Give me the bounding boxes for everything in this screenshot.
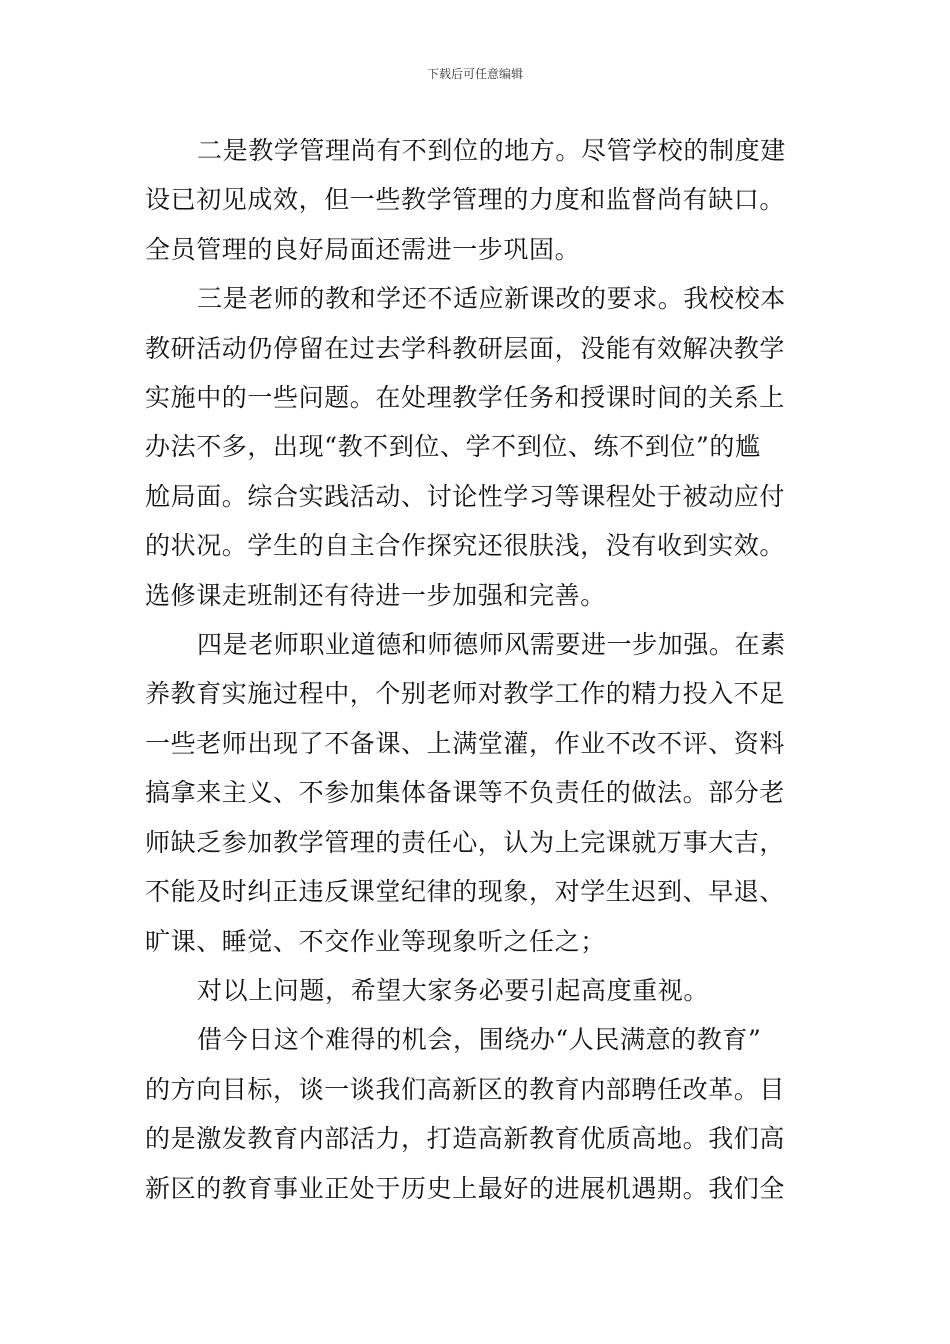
- text-line: 的是激发教育内部活力，打造高新教育优质高地。我们高: [145, 1124, 786, 1154]
- text-line: 师缺乏参加教学管理的责任心，认为上完课就万事大吉，: [145, 827, 786, 857]
- paragraph-teaching-management: [145, 126, 810, 274]
- text-line: 旷课、睡觉、不交作业等现象听之任之；: [145, 926, 606, 956]
- text-line: 新区的教育事业正处于历史上最好的进展机遇期。我们全: [145, 1173, 786, 1203]
- paragraph-teacher-ethics: [145, 620, 810, 966]
- text-line: 教研活动仍停留在过去学科教研层面，没能有效解决教学: [145, 333, 786, 363]
- paragraph-curriculum-reform: [145, 274, 810, 620]
- text-line: 选修课走班制还有待进一步加强和完善。: [145, 580, 606, 610]
- text-line: 的方向目标，谈一谈我们高新区的教育内部聘任改革。目: [145, 1074, 786, 1104]
- text-line: 尬局面。综合实践活动、讨论性学习等课程处于被动应付: [145, 481, 786, 511]
- text-line: 不能及时纠正违反课堂纪律的现象，对学生迟到、早退、: [145, 877, 786, 907]
- paragraph-attention-call: [145, 966, 810, 1015]
- text-line: 办法不多，出现“教不到位、学不到位、练不到位”的尴: [145, 432, 761, 462]
- text-line: 借今日这个难得的机会，围绕办“人民满意的教育”: [197, 1025, 762, 1055]
- page-header-note: 下载后可任意编辑: [426, 67, 523, 81]
- text-line: 实施中的一些问题。在处理教学任务和授课时间的关系上: [145, 383, 786, 413]
- text-line: 一些老师出现了不备课、上满堂灌，作业不改不评、资料: [145, 728, 786, 758]
- text-line: 设已初见成效，但一些教学管理的力度和监督尚有缺口。: [145, 185, 786, 215]
- text-line: 养教育实施过程中，个别老师对教学工作的精力投入不足: [145, 679, 786, 709]
- text-line: 对以上问题，希望大家务必要引起高度重视。: [197, 975, 710, 1005]
- text-line: 搞拿来主义、不参加集体备课等不负责任的做法。部分老: [145, 778, 786, 808]
- paragraph-personnel-reform: [145, 1015, 810, 1213]
- text-line: 的状况。学生的自主合作探究还很肤浅，没有收到实效。: [145, 531, 786, 561]
- text-line: 三是老师的教和学还不适应新课改的要求。我校校本: [197, 284, 786, 314]
- document-body: [145, 126, 810, 1213]
- text-line: 四是老师职业道德和师德师风需要进一步加强。在素: [197, 630, 786, 660]
- text-line: 二是教学管理尚有不到位的地方。尽管学校的制度建: [197, 136, 786, 165]
- text-line: 全员管理的良好局面还需进一步巩固。: [145, 234, 581, 264]
